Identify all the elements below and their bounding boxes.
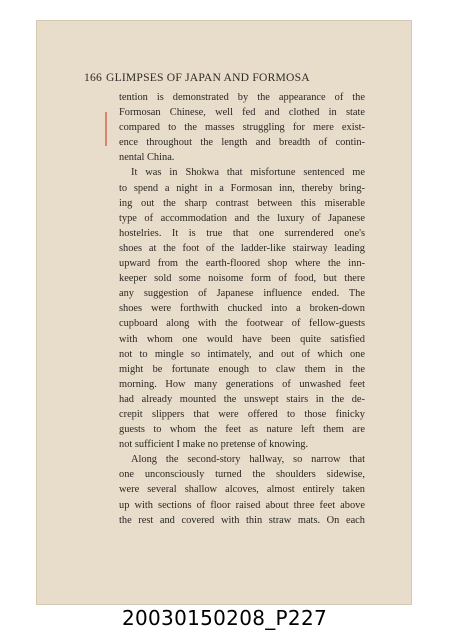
running-header <box>84 71 310 84</box>
image-id-caption: 20030150208_P227 <box>121 606 327 630</box>
text-line: up with sections of floor raised about three feet above <box>119 499 365 511</box>
text-line: not sufficient I make no pretense of knowing. <box>119 439 309 451</box>
text-line: compared to the masses struggling for mere exist- <box>119 122 365 134</box>
text-line: were several shallow alcoves, almost entirely taken <box>119 484 365 496</box>
text-line: tention is demonstrated by the appearance of the <box>119 92 365 103</box>
text-line: shoes at the foot of the ladder-like stairway leading <box>119 242 365 254</box>
text-line: guests to whom the feet as nature left them are <box>119 424 365 436</box>
text-line: hostelries. It is true that one surrendered one's <box>119 227 365 239</box>
text-line: not to mingle so intimately, and out of which one <box>119 348 365 360</box>
text-line: ence throughout the length and breadth of contin- <box>119 137 365 149</box>
text-line: might be fortunate enough to claw them in the <box>119 363 365 375</box>
text-line: type of accommodation and the luxury of Japanese <box>119 212 365 224</box>
text-line: upward from the earth-floored shop where the inn- <box>119 258 365 270</box>
margin-pencil-mark <box>105 112 107 146</box>
text-line: shoes were forthwith chucked into a broken-down <box>119 303 365 315</box>
running-title: GLIMPSES OF JAPAN AND FORMOSA <box>106 71 310 84</box>
text-line: the rest and covered with thin straw mats. On each <box>119 514 365 526</box>
text-line: nental China. <box>119 152 175 164</box>
text-line: one unconsciously turned the shoulders sidewise, <box>119 469 365 481</box>
text-line: cupboard along with the footwear of fellow-guests <box>119 318 365 330</box>
text-line: Along the second-story hallway, so narrow that <box>131 454 365 466</box>
text-line: Formosan Chinese, well fed and clothed in state <box>119 107 365 119</box>
text-line: morning. How many generations of unwashed feet <box>119 378 365 390</box>
text-line: crepit slippers that were offered to those finicky <box>119 408 365 420</box>
text-line: with whom one would have been quite satisfied <box>119 333 365 345</box>
text-line: It was in Shokwa that misfortune sentenced me <box>131 167 365 179</box>
text-line: any suggestion of Japanese influence ended. The <box>119 288 365 300</box>
body-text <box>119 90 365 528</box>
text-line: to spend a night in a Formosan inn, thereby bring- <box>119 182 365 194</box>
text-line: keeper sold some noisome form of food, but there <box>119 273 365 285</box>
page-number: 166 <box>84 71 102 84</box>
text-line: had already mounted the unswept stairs in the de- <box>119 393 365 405</box>
text-line: ing out the sharp contrast between this miserable <box>119 197 365 209</box>
